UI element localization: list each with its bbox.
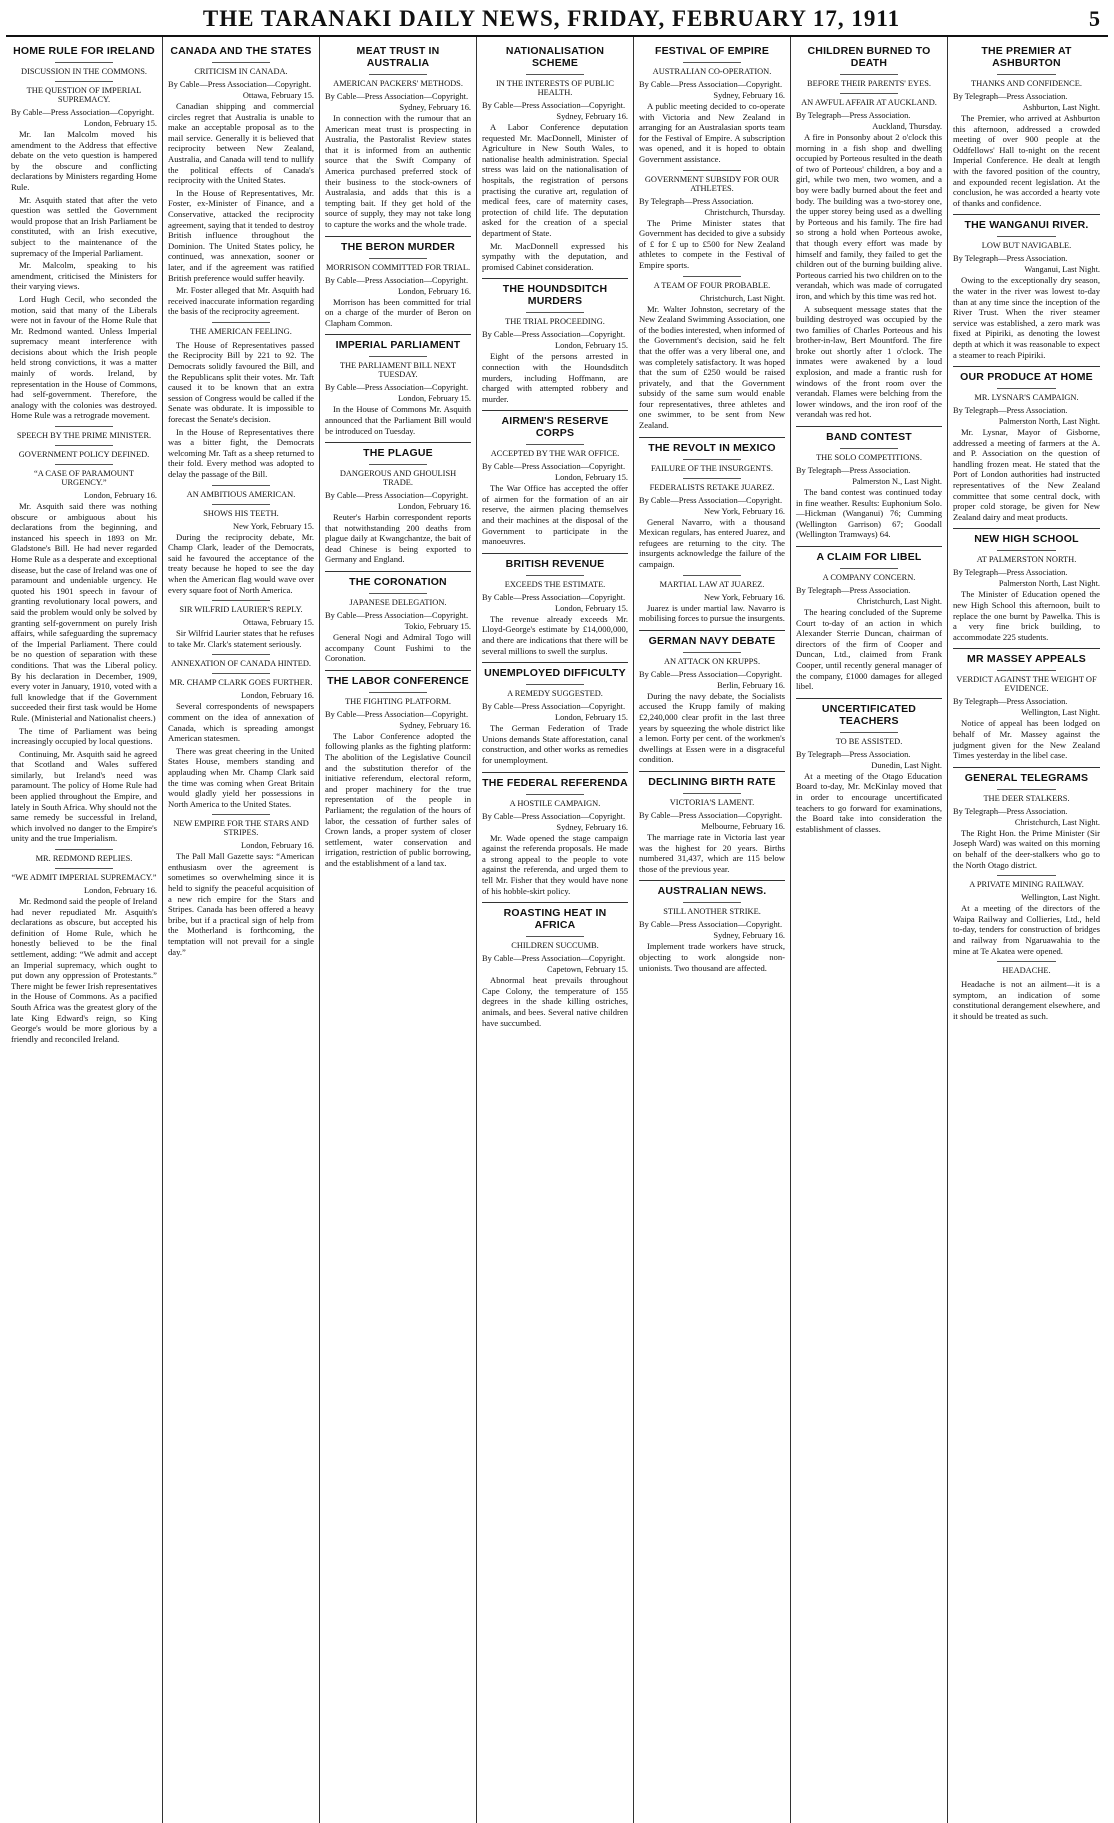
article-byline: By Cable—Press Association—Copyright. bbox=[482, 101, 626, 110]
article-headline: GENERAL TELEGRAMS bbox=[964, 771, 1089, 784]
article-subheading: A TEAM OF FOUR PROBABLE. bbox=[639, 276, 785, 290]
article-headline: A CLAIM FOR LIBEL bbox=[816, 551, 922, 563]
article-subheading: BEFORE THEIR PARENTS' EYES. bbox=[796, 74, 942, 88]
news-article bbox=[639, 276, 785, 431]
article-headline: IMPERIAL PARLIAMENT bbox=[335, 339, 461, 352]
article-byline: By Telegraph—Press Association. bbox=[953, 697, 1068, 707]
news-article bbox=[639, 630, 785, 765]
article-paragraph: The Pall Mall Gazette says: “American enthusiasm over the agreement is sometimes so overwhelming since it is held to signify the peaceful acquisition of a new rich empire for the Stars and Stripes. Canada has been offered a heavy bribe, but if a practical sign of help from the Motherland is forthcoming, the temptation will not prevail for a single day.” bbox=[168, 851, 314, 957]
article-dateline: Dunedin, Last Night. bbox=[871, 760, 942, 770]
news-article bbox=[168, 322, 314, 480]
article-paragraph: In the House of Commons Mr. Asquith announced that the Parliament Bill would be introduced on Tuesday. bbox=[325, 404, 471, 436]
article-headline: FESTIVAL OF EMPIRE bbox=[654, 45, 770, 57]
article-dateline: London, February 16. bbox=[397, 502, 471, 512]
article-dateline: Christchurch, Last Night. bbox=[856, 597, 942, 606]
article-paragraph: The marriage rate in Victoria last year was the highest for 20 years. Births numbered 31,437, which are 115 below those of the previous year. bbox=[639, 831, 785, 874]
news-column bbox=[163, 37, 320, 1823]
news-article bbox=[639, 575, 785, 624]
news-article bbox=[796, 546, 942, 692]
article-subheading: AUSTRALIAN CO-OPERATION. bbox=[639, 62, 785, 76]
article-subheading: VICTORIA'S LAMENT. bbox=[639, 793, 785, 807]
article-dateline: London, February 15. bbox=[554, 603, 628, 613]
article-subheading: “WE ADMIT IMPERIAL SUPREMACY.” bbox=[11, 868, 157, 882]
article-subheading: “A CASE OF PARAMOUNT URGENCY.” bbox=[11, 464, 157, 487]
article-subheading: A PRIVATE MINING RAILWAY. bbox=[953, 875, 1100, 889]
article-subheading: THE TRIAL PROCEEDING. bbox=[482, 312, 628, 326]
article-paragraph: Mr. Malcolm, speaking to his amendment, criticised the Ministers for their varying views. bbox=[11, 260, 157, 292]
article-paragraph: Mr. Asquith said there was nothing obscure or ambiguous about his declarations from the beginning, and instanced his speech in 1893 on Mr. Gladstone's Bill. He had never regarded Home Rule as a desperate and exceptional disease, but the case of Ireland was one of paramount and undeniable urgency. He quoted his 1901 speech in favour of granting revolutionary local powers, and said the problem would only be solved by granting self-government on purely Irish affairs, while safeguarding the supremacy of the Imperial Parliament. There could be no question of separation with these conditions. That was the Liberal policy. By his declaration in December, 1909, every voter in January, 1910, voted with a full knowledge that if the Government succeeded their first task would be Home Rule. (Ministerial and Nationalist cheers.) bbox=[11, 501, 157, 723]
article-subheading: MORRISON COMMITTED FOR TRIAL. bbox=[325, 258, 471, 272]
article-byline: By Cable—Press Association—Copyright. bbox=[639, 669, 783, 679]
article-subheading: EXCEEDS THE ESTIMATE. bbox=[482, 575, 628, 589]
article-byline: By Cable—Press Association—Copyright. bbox=[325, 383, 469, 393]
article-headline: THE CORONATION bbox=[349, 576, 447, 589]
divider bbox=[953, 214, 1100, 215]
article-dateline: London, February 16. bbox=[83, 491, 157, 501]
article-subheading: THE SOLO COMPETITIONS. bbox=[796, 448, 942, 462]
article-dateline: New York, February 16. bbox=[704, 592, 785, 602]
news-column bbox=[320, 37, 477, 1823]
news-article bbox=[639, 771, 785, 874]
article-paragraph: During the navy debate, the Socialists accused the Krupp family of making £2,240,000 clear profit in the last three years by squeezing the whole district like a lemon. Forty per cent. of the workmen's dwellings at Essen were in a disgraceful condition. bbox=[639, 690, 785, 765]
article-dateline: New York, February 16. bbox=[704, 506, 785, 516]
article-headline: AIRMEN'S RESERVE CORPS bbox=[501, 415, 609, 440]
article-dateline: London, February 16. bbox=[83, 886, 157, 896]
news-article bbox=[11, 45, 157, 421]
article-paragraph: The revenue already exceeds Mr. Lloyd-George's estimate by £14,000,000, and there are indications that there will be several millions to swell the surplus. bbox=[482, 613, 628, 656]
article-headline: HOME RULE FOR IRELAND bbox=[13, 45, 155, 57]
divider bbox=[482, 278, 628, 279]
news-column bbox=[477, 37, 634, 1823]
divider bbox=[325, 334, 471, 335]
article-byline: By Cable—Press Association—Copyright. bbox=[482, 330, 626, 340]
article-subheading: TO BE ASSISTED. bbox=[796, 732, 942, 746]
news-article bbox=[325, 45, 471, 230]
article-dateline: Sydney, February 16. bbox=[556, 822, 628, 832]
article-byline: By Telegraph—Press Association. bbox=[796, 586, 911, 595]
article-headline: UNEMPLOYED DIFFICULTY bbox=[484, 667, 626, 680]
news-column bbox=[634, 37, 791, 1823]
article-paragraph: The Labor Conference adopted the following planks as the fighting platform: The abolition of the Legislative Council and the substitution therefor of the initiative referendum, electoral reform, and proper machinery for the true representation of the people in Parliament; the regulation of the hours of labor, the cessation of further sales of Crown lands, a proper system of closer settlement, water conservation and irrigation, restriction of public borrowing, and the establishment of a land tax. bbox=[325, 730, 471, 868]
divider bbox=[953, 528, 1100, 529]
article-subheading: THE AMERICAN FEELING. bbox=[168, 322, 314, 336]
article-paragraph: The Right Hon. the Prime Minister (Sir Joseph Ward) was waited on this morning on behalf of the deer-stalkers who go to the North Otago district. bbox=[953, 827, 1100, 870]
article-dateline: Melbourne, February 16. bbox=[701, 821, 785, 831]
news-article bbox=[482, 45, 628, 272]
news-article bbox=[639, 170, 785, 271]
divider bbox=[796, 546, 942, 547]
article-paragraph: In connection with the rumour that an American meat trust is prospecting in Australia, the Pastoralist Review states that it is informed from an authentic source that the Swift Company of America purchased preferred stock of their business to the stock-owners of Australasia, and adds that this is a tempting bait. If they get hold of the source of supply, they may not take long to capture the works and the whole trade. bbox=[325, 113, 471, 229]
article-byline: By Telegraph—Press Association. bbox=[796, 466, 911, 476]
article-byline: By Cable—Press Association—Copyright. bbox=[639, 810, 783, 820]
article-byline: By Cable—Press Association—Copyright. bbox=[639, 80, 783, 89]
article-paragraph: In the House of Representatives there was a bitter fight, the Democrats welcoming Mr. Taft as a sheep returned to their fold. Every method was adopted to delay the passage of the Bill. bbox=[168, 426, 314, 479]
article-headline: THE FEDERAL REFERENDA bbox=[482, 776, 628, 789]
article-paragraph: Abnormal heat prevails throughout Cape Colony, the temperature of 155 degrees in the shade killing ostriches, animals, and bees. Several native children have succumbed. bbox=[482, 975, 628, 1028]
article-subheading: LOW BUT NAVIGABLE. bbox=[953, 236, 1100, 250]
article-paragraph: Mr. Lysnar, Mayor of Gisborne, addressed a meeting of farmers at the A. and P. Association on the question of handling frozen meat. He stated that the Port of London authorities had instructed representatives of the New Zealand committee that some central dock, with proper cold storage, be given for New Zealand dairy and meat products. bbox=[953, 427, 1100, 522]
article-subheading: THANKS AND CONFIDENCE. bbox=[953, 74, 1100, 88]
article-subheading: THE DEER STALKERS. bbox=[953, 789, 1100, 803]
divider bbox=[639, 630, 785, 631]
article-subheading: VERDICT AGAINST THE WEIGHT OF EVIDENCE. bbox=[953, 670, 1100, 693]
article-byline: By Telegraph—Press Association. bbox=[953, 92, 1068, 101]
article-headline: THE BERON MURDER bbox=[340, 240, 456, 253]
article-dateline: Palmerston North, Last Night. bbox=[998, 579, 1100, 589]
article-paragraph: The Premier, who arrived at Ashburton this afternoon, addressed a crowded meeting of over 900 people at the Oddfellows' Hall to-night on the recent Imperial Conference. He dealt at length with the favored position of the country, and expounded recent legislation. At the conclusion, he was accorded a hearty vote of thanks and confidence. bbox=[953, 113, 1100, 208]
page-number: 5 bbox=[1089, 6, 1100, 31]
divider bbox=[953, 648, 1100, 649]
article-dateline: Sydney, February 16. bbox=[399, 720, 471, 730]
news-column bbox=[6, 37, 163, 1823]
article-dateline: Ottawa, February 15. bbox=[242, 618, 314, 628]
article-byline: By Cable—Press Association—Copyright. bbox=[482, 592, 626, 602]
article-dateline: London, February 16. bbox=[240, 691, 314, 701]
article-subheading: SHOWS HIS TEETH. bbox=[168, 504, 314, 518]
article-paragraph: A fire in Ponsonby about 2 o'clock this morning in a fish shop and dwelling occupied by Porteous resulted in the death of two of Porteous' children, a boy and a girl, while two men, two women, and a boy were badly burned about the feet and body. The building was a two-storey one, the upper storey being used as a dwelling by Porteous and his family. The fire had so strong a hold when Porteous awoke, that though every effort was made by himself and family, they failed to get the children out of the burning building alive. Porteous carried his two children on to the verandah, which was made of corrugated iron, and which by this time was red hot. bbox=[796, 132, 942, 301]
article-paragraph: The hearing concluded of the Supreme Court to-day of an action in which Alexander Sterrie Duncan, chairman of directors of the firm of Cooper and Duncan, Ltd., claimed from Frank Cooper, until recently general manager of the company, £1000 damages for alleged libel. bbox=[796, 607, 942, 692]
article-byline: By Cable—Press Association—Copyright. bbox=[11, 108, 155, 117]
article-headline: MR MASSEY APPEALS bbox=[967, 653, 1086, 666]
news-article bbox=[482, 662, 628, 765]
news-article bbox=[953, 45, 1100, 208]
divider bbox=[325, 670, 471, 671]
article-dateline: Capetown, February 15. bbox=[547, 965, 628, 975]
article-paragraph: The German Federation of Trade Unions demands State afforestation, canal construction, and other works as remedies for unemployment. bbox=[482, 723, 628, 765]
article-dateline: Berlin, February 16. bbox=[717, 680, 785, 690]
article-dateline: London, February 15. bbox=[397, 394, 471, 404]
news-article bbox=[482, 410, 628, 547]
article-paragraph: Several correspondents of newspapers comment on the idea of annexation of Canada, which is spreading amongst American statesmen. bbox=[168, 701, 314, 744]
article-paragraph: Sir Wilfrid Laurier states that he refuses to take Mr. Clark's statement seriously. bbox=[168, 628, 314, 649]
article-subheading: A HOSTILE CAMPAIGN. bbox=[482, 794, 628, 808]
article-paragraph: Notice of appeal has been lodged on behalf of Mr. Massey against the judgment given for the New Zealand Times yesterday in the libel case. bbox=[953, 718, 1100, 761]
article-paragraph: The time of Parliament was being increasingly occupied by local questions. bbox=[11, 725, 157, 747]
article-subheading: MARTIAL LAW AT JUAREZ. bbox=[639, 575, 785, 589]
divider bbox=[796, 698, 942, 699]
article-dateline: Sydney, February 16. bbox=[713, 91, 785, 100]
divider bbox=[639, 880, 785, 881]
article-subheading: A COMPANY CONCERN. bbox=[796, 568, 942, 582]
article-headline: BAND CONTEST bbox=[826, 431, 912, 444]
article-paragraph: Mr. Ian Malcolm moved his amendment to the Address that effective debate on the veto question is hampered by the obscure and conflicting declarations by Ministers regarding Home Rule. bbox=[11, 129, 157, 192]
article-paragraph: Continuing, Mr. Asquith said he agreed that Scotland and Wales suffered similarly, but Ireland's need was paramount. The policy of Home Rule had been applied throughout the Empire, and lately in South Africa. Why should not the same remedy be successful in Ireland, which involved no danger to the Empire's unity and the true Imperialism. bbox=[11, 748, 157, 844]
news-article bbox=[11, 426, 157, 844]
article-subheading: MR. CHAMP CLARK GOES FURTHER. bbox=[168, 673, 314, 687]
article-headline: OUR PRODUCE AT HOME bbox=[960, 371, 1093, 384]
article-dateline: London, February 15. bbox=[554, 713, 628, 723]
article-dateline: Christchurch, Last Night. bbox=[699, 293, 785, 303]
article-headline: CHILDREN BURNED TO DEATH bbox=[807, 45, 931, 69]
article-subheading: GOVERNMENT POLICY DEFINED. bbox=[11, 445, 157, 459]
article-dateline: Palmerston N., Last Night. bbox=[852, 477, 942, 487]
article-subheading: SIR WILFRID LAURIER'S REPLY. bbox=[168, 600, 314, 614]
article-headline: THE HOUNDSDITCH MURDERS bbox=[502, 283, 608, 308]
article-byline: By Telegraph—Press Association. bbox=[796, 111, 911, 120]
article-dateline: London, February 15. bbox=[554, 341, 628, 351]
news-article bbox=[168, 45, 314, 317]
news-article bbox=[325, 442, 471, 565]
article-dateline: Sydney, February 16. bbox=[713, 931, 785, 941]
news-article bbox=[639, 437, 785, 570]
article-headline: THE REVOLT IN MEXICO bbox=[648, 441, 776, 454]
article-paragraph: Mr. Wade opened the stage campaign against the referenda proposals. He made a strong appeal to the people to vote against the referenda, and urged them to tell Mr. Fisher that they would have none of his hobble-skirt policy. bbox=[482, 832, 628, 896]
article-paragraph: Canadian shipping and commercial circles regret that Australia is unable to make an acceptable proposal as to the mail service. Generally it is believed that reciprocity between New Zealand, Australia, and Canada will tend to nullify the political effects of Canada's reciprocity with the United States. bbox=[168, 101, 314, 186]
article-subheading: GOVERNMENT SUBSIDY FOR OUR ATHLETES. bbox=[639, 170, 785, 193]
divider bbox=[639, 771, 785, 772]
news-article bbox=[168, 600, 314, 649]
article-paragraph: At a meeting of the directors of the Waipa Railway and Collieries, Ltd., held to-day, tenders for construction of bridges and railway from Ngaruawahia to the mine at Te Akatea were opened. bbox=[953, 903, 1100, 956]
article-headline: NEW HIGH SCHOOL bbox=[974, 533, 1079, 546]
news-article bbox=[796, 45, 942, 420]
news-article bbox=[953, 214, 1100, 360]
news-article bbox=[325, 236, 471, 329]
article-paragraph: Juarez is under martial law. Navarro is mobilising forces to pursue the insurgents. bbox=[639, 602, 785, 624]
article-paragraph: There was great cheering in the United States House, members standing and applauding when Mr. Champ Clark said the time was coming when Great Britain would gladly yield her possessions in North America to the United States. bbox=[168, 745, 314, 809]
article-headline: BRITISH REVENUE bbox=[505, 557, 605, 570]
article-paragraph: Mr. Foster alleged that Mr. Asquith had received inaccurate information regarding the basis of the reciprocity agreement. bbox=[168, 285, 314, 317]
article-subheading: HEADACHE. bbox=[953, 961, 1100, 975]
article-paragraph: In the House of Representatives, Mr. Foster, ex-Minister of Finance, and a Conservative, attacked the reciprocity agreement, saying that it tended to destroy British influence throughout the Dominion. The United States policy, he continued, was annexation, sooner or later, and if the agreement was ratified British preference would suffer heavily. bbox=[168, 187, 314, 283]
news-article bbox=[953, 366, 1100, 522]
article-headline: THE PREMIER AT ASHBURTON bbox=[981, 45, 1072, 69]
article-byline: By Cable—Press Association—Copyright. bbox=[168, 80, 312, 89]
article-headline: ROASTING HEAT IN AFRICA bbox=[503, 907, 607, 932]
article-dateline: London, February 16. bbox=[397, 286, 471, 296]
article-subheading: DISCUSSION IN THE COMMONS. bbox=[11, 62, 157, 76]
article-byline: By Cable—Press Association—Copyright. bbox=[325, 92, 469, 101]
article-dateline: Auckland, Thursday. bbox=[872, 122, 942, 131]
article-subheading: ACCEPTED BY THE WAR OFFICE. bbox=[482, 444, 628, 458]
news-article bbox=[639, 880, 785, 973]
article-byline: By Telegraph—Press Association. bbox=[953, 254, 1068, 264]
divider bbox=[325, 236, 471, 237]
article-paragraph: The House of Representatives passed the Reciprocity Bill by 221 to 92. The Democrats solidly favoured the Bill, and the Republicans split their votes. Mr. Taft caused it to be known that an extra session of Congress would be called if the Senate was obdurate. It is impossible to forecast the Senate's decision. bbox=[168, 339, 314, 425]
divider bbox=[482, 410, 628, 411]
article-subheading: SPEECH BY THE PRIME MINISTER. bbox=[11, 426, 157, 440]
article-paragraph: Mr. Walter Johnston, secretary of the New Zealand Swimming Association, one of the bodies interested, when informed of the Government's decision, said he felt that the offer was a very liberal one, and was completely satisfactory. It was hoped that the sum of £250 would be raised privately, and that the Government subsidy of the same sum would enable four representatives, three athletes and one swimmer, to be sent from New Zealand. bbox=[639, 303, 785, 431]
article-dateline: Christchurch, Last Night. bbox=[1014, 817, 1100, 827]
article-dateline: London, February 15. bbox=[83, 119, 157, 128]
divider bbox=[953, 366, 1100, 367]
news-article bbox=[482, 553, 628, 656]
article-byline: By Cable—Press Association—Copyright. bbox=[639, 920, 783, 930]
article-dateline: Palmerston North, Last Night. bbox=[998, 417, 1100, 427]
article-headline: GERMAN NAVY DEBATE bbox=[648, 634, 776, 647]
article-byline: By Cable—Press Association—Copyright. bbox=[325, 611, 469, 621]
article-subheading: MR. REDMOND REPLIES. bbox=[11, 849, 157, 863]
article-paragraph: Reuter's Harbin correspondent reports that notwithstanding 200 deaths from plague daily at Kwangchantze, the bait of dead Chinese is being exported to Germany and England. bbox=[325, 512, 471, 565]
article-dateline: Sydney, February 16. bbox=[556, 112, 628, 121]
divider bbox=[796, 426, 942, 427]
article-paragraph: The War Office has accepted the offer of airmen for the formation of an air reserve, the airmen placing themselves and their machines at the disposal of the Government to participate in the manoeuvres. bbox=[482, 483, 628, 547]
article-headline: UNCERTIFICATED TEACHERS bbox=[821, 702, 917, 727]
article-byline: By Telegraph—Press Association. bbox=[639, 196, 754, 206]
article-dateline: Ottawa, February 15. bbox=[242, 91, 314, 100]
article-paragraph: A public meeting decided to co-operate with Victoria and New Zealand in arranging for an Australasian sports team for the Festival of Empire. A subscription was opened, and it is hoped to obtain Government assistance. bbox=[639, 101, 785, 164]
article-byline: By Cable—Press Association—Copyright. bbox=[482, 954, 626, 964]
article-subheading: THE FIGHTING PLATFORM. bbox=[325, 692, 471, 706]
article-subheading: IN THE INTERESTS OF PUBLIC HEALTH. bbox=[482, 74, 628, 97]
article-byline: By Cable—Press Association—Copyright. bbox=[482, 811, 626, 821]
news-article bbox=[325, 571, 471, 664]
article-subheading: AN AMBITIOUS AMERICAN. bbox=[168, 485, 314, 499]
article-paragraph: Mr. Redmond said the people of Ireland had never repudiated Mr. Asquith's declarations as obscure, but accepted his definition of Home Rule, which he honestly believed to be the final settlement, adding: “We admit and accept an Imperial supremacy, which ought to put down any oppression of Protestants.” There might be fewer Irish representatives in the House of Commons. As a pacified South Africa was the greatest glory of the late King Edward's reign, so King George's would be more glorious by a friendly and reconciled Ireland. bbox=[11, 896, 157, 1044]
article-subheading: DANGEROUS AND GHOULISH TRADE. bbox=[325, 464, 471, 487]
news-article bbox=[953, 528, 1100, 642]
article-subheading: AT PALMERSTON NORTH. bbox=[953, 550, 1100, 564]
article-byline: By Cable—Press Association—Copyright. bbox=[325, 709, 469, 719]
news-article bbox=[953, 875, 1100, 956]
article-paragraph: Headache is not an ailment—it is a symptom, an indication of some constitutional derangement elsewhere, and it should be treated as such. bbox=[953, 979, 1100, 1021]
article-subheading: CRITICISM IN CANADA. bbox=[168, 62, 314, 76]
article-headline: CANADA AND THE STATES bbox=[170, 45, 312, 57]
article-paragraph: Owing to the exceptionally dry season, the water in the river was lowest to-day than at any time since the inception of the River Trust. When the river steamer service was established, a zero mark was fixed at Pipiriki, as denoting the lowest depth at which it was reasonable to expect a steamer to reach Pipiriki. bbox=[953, 275, 1100, 360]
article-headline: THE LABOR CONFERENCE bbox=[327, 674, 469, 687]
article-subheading: AN AWFUL AFFAIR AT AUCKLAND. bbox=[796, 93, 942, 107]
news-column bbox=[791, 37, 948, 1823]
article-subheading: THE QUESTION OF IMPERIAL SUPREMACY. bbox=[11, 81, 157, 104]
article-dateline: Wellington, Last Night. bbox=[1021, 708, 1100, 718]
article-headline: MEAT TRUST IN AUSTRALIA bbox=[356, 45, 440, 69]
article-subheading: AN ATTACK ON KRUPPS. bbox=[639, 652, 785, 666]
news-article bbox=[168, 654, 314, 809]
article-paragraph: Mr. Asquith stated that after the veto question was settled the Government would propose that an Irish Parliament be constituted, with an Irish executive, subject to the maintenance of the supremacy of the Imperial Parliament. bbox=[11, 194, 157, 258]
article-byline: By Cable—Press Association—Copyright. bbox=[482, 702, 626, 712]
news-article bbox=[482, 772, 628, 897]
divider bbox=[325, 571, 471, 572]
article-byline: By Telegraph—Press Association. bbox=[953, 568, 1068, 578]
divider bbox=[482, 553, 628, 554]
divider bbox=[482, 902, 628, 903]
article-byline: By Telegraph—Press Association. bbox=[953, 806, 1068, 816]
article-paragraph: The band contest was continued today in fine weather. Results: Euphonium Solo.—Hickman (Wanganui) 76; Cumming (Wellington Garrison) 67; Goodall (Wellington Tramways) 64. bbox=[796, 487, 942, 540]
article-subheading: FAILURE OF THE INSURGENTS. bbox=[639, 459, 785, 473]
divider bbox=[953, 767, 1100, 768]
article-paragraph: Mr. MacDonnell expressed his sympathy with the deputation, and promised Cabinet consideration. bbox=[482, 240, 628, 272]
divider bbox=[325, 442, 471, 443]
article-paragraph: The Prime Minister states that Government has decided to give a subsidy of £ for £ up to £500 for New Zealand athletes to compete in the Festival of Empire sports. bbox=[639, 217, 785, 270]
divider bbox=[482, 772, 628, 773]
article-paragraph: A subsequent message states that the building destroyed was occupied by the two families of Charles Porteous and his brother-in-law, Bert Mountford. The fire broke out shortly after 1 o'clock. The inmates were awakened by a loud explosion, and made a frantic rush for windows of the front room over the verandah. Flames were belching from the lower windows, and the iron roof of the verandah was red hot. bbox=[796, 303, 942, 420]
news-article bbox=[325, 670, 471, 869]
article-subheading: THE PARLIAMENT BILL NEXT TUESDAY. bbox=[325, 356, 471, 379]
article-dateline: New York, February 15. bbox=[233, 521, 314, 531]
article-byline: By Cable—Press Association—Copyright. bbox=[325, 491, 469, 501]
article-subheading: AMERICAN PACKERS' METHODS. bbox=[325, 74, 471, 88]
news-article bbox=[953, 961, 1100, 1021]
news-article bbox=[639, 45, 785, 165]
article-headline: DECLINING BIRTH RATE bbox=[648, 775, 776, 788]
news-article bbox=[168, 814, 314, 957]
masthead-title: THE TARANAKI DAILY NEWS, FRIDAY, FEBRUARY 17, 1911 bbox=[202, 6, 901, 31]
article-paragraph: During the reciprocity debate, Mr. Champ Clark, leader of the Democrats, said he favoured the acceptance of the treaty because he hoped to see the day when the American flag would wave over every square foot of North America. bbox=[168, 531, 314, 595]
article-dateline: Christchurch, Thursday. bbox=[704, 207, 785, 217]
article-byline: By Cable—Press Association—Copyright. bbox=[639, 495, 783, 505]
article-paragraph: Lord Hugh Cecil, who seconded the motion, said that many of the Liberals were not in favour of the Home Rule that Mr. Redmond wanted. Unless Imperial supremacy meant interference with decisions about which the Irish people held strong convictions, it was a matter mainly of words. Ireland, by representation in the House of Commons, had self-government. Therefore, the analogy with the colonies was destroyed. Home Rule was a retrograde movement. bbox=[11, 293, 157, 421]
article-paragraph: Implement trade workers have struck, objecting to work alongside non-unionists. Two thousand are affected. bbox=[639, 941, 785, 973]
news-article bbox=[482, 278, 628, 404]
article-dateline: Ashburton, Last Night. bbox=[1022, 103, 1100, 112]
article-subheading: JAPANESE DELEGATION. bbox=[325, 593, 471, 607]
masthead bbox=[6, 6, 1108, 37]
article-paragraph: General Navarro, with a thousand Mexican regulars, has entered Juarez, and refugees are returning to the city. The insurgents acknowledge the failure of the campaign. bbox=[639, 516, 785, 570]
article-dateline: Sydney, February 16. bbox=[399, 103, 471, 112]
article-byline: By Telegraph—Press Association. bbox=[953, 406, 1068, 416]
article-paragraph: The Minister of Education opened the new High School this afternoon, built to replace the one burnt by Pawelka. This is a very fine brick building, to accommodate 225 students. bbox=[953, 589, 1100, 642]
article-dateline: London, February 16. bbox=[240, 841, 314, 851]
article-byline: By Cable—Press Association—Copyright. bbox=[482, 462, 626, 472]
divider bbox=[639, 437, 785, 438]
news-article bbox=[325, 334, 471, 436]
article-subheading: NEW EMPIRE FOR THE STARS AND STRIPES. bbox=[168, 814, 314, 837]
article-headline: NATIONALISATION SCHEME bbox=[505, 45, 605, 69]
article-paragraph: General Nogi and Admiral Togo will accompany Count Fushimi to the Coronation. bbox=[325, 632, 471, 664]
article-byline: By Telegraph—Press Association. bbox=[796, 749, 911, 759]
article-subheading: ANNEXATION OF CANADA HINTED. bbox=[168, 654, 314, 668]
article-subheading: MR. LYSNAR'S CAMPAIGN. bbox=[953, 388, 1100, 402]
news-article bbox=[796, 698, 942, 835]
article-subheading: FEDERALISTS RETAKE JUAREZ. bbox=[639, 478, 785, 492]
article-dateline: Wellington, Last Night. bbox=[1021, 893, 1100, 903]
article-paragraph: Morrison has been committed for trial on a charge of the murder of Beron on Clapham Common. bbox=[325, 296, 471, 328]
article-dateline: Tokio, February 15. bbox=[404, 622, 471, 632]
article-headline: THE PLAGUE bbox=[363, 447, 433, 460]
news-article bbox=[796, 426, 942, 540]
article-paragraph: A Labor Conference deputation requested Mr. MacDonnell, Minister of Agriculture in New South Wales, to nationalise health administration. Special stress was laid on the nationalisation of hospitals, the registration of persons practising the curative art, regulation of medical fees, care of maternity cases, protection of child life. The deputation asked for the creation of a special department of State. bbox=[482, 122, 628, 238]
divider bbox=[482, 662, 628, 663]
news-article bbox=[168, 485, 314, 596]
news-article bbox=[482, 902, 628, 1028]
news-article bbox=[953, 767, 1100, 870]
article-dateline: London, February 15. bbox=[554, 473, 628, 483]
article-paragraph: At a meeting of the Otago Education Board to-day, Mr. McKinlay moved that in order to encourage uncertificated teachers to go forward for examinations, the Board take into consideration the establishment of classes. bbox=[796, 770, 942, 834]
article-paragraph: Eight of the persons arrested in connection with the Houndsditch murders, including Hoffmann, are charged with attempted robbery and murder. bbox=[482, 351, 628, 404]
article-subheading: A REMEDY SUGGESTED. bbox=[482, 684, 628, 698]
article-headline: THE WANGANUI RIVER. bbox=[964, 219, 1089, 232]
article-byline: By Cable—Press Association—Copyright. bbox=[325, 275, 469, 285]
column-grid bbox=[6, 37, 1108, 1823]
news-article bbox=[11, 849, 157, 1044]
article-headline: AUSTRALIAN NEWS. bbox=[657, 885, 767, 898]
news-column bbox=[948, 37, 1105, 1823]
news-article bbox=[953, 648, 1100, 760]
article-subheading: STILL ANOTHER STRIKE. bbox=[639, 902, 785, 916]
article-subheading: CHILDREN SUCCUMB. bbox=[482, 936, 628, 950]
article-dateline: Wanganui, Last Night. bbox=[1024, 265, 1100, 275]
